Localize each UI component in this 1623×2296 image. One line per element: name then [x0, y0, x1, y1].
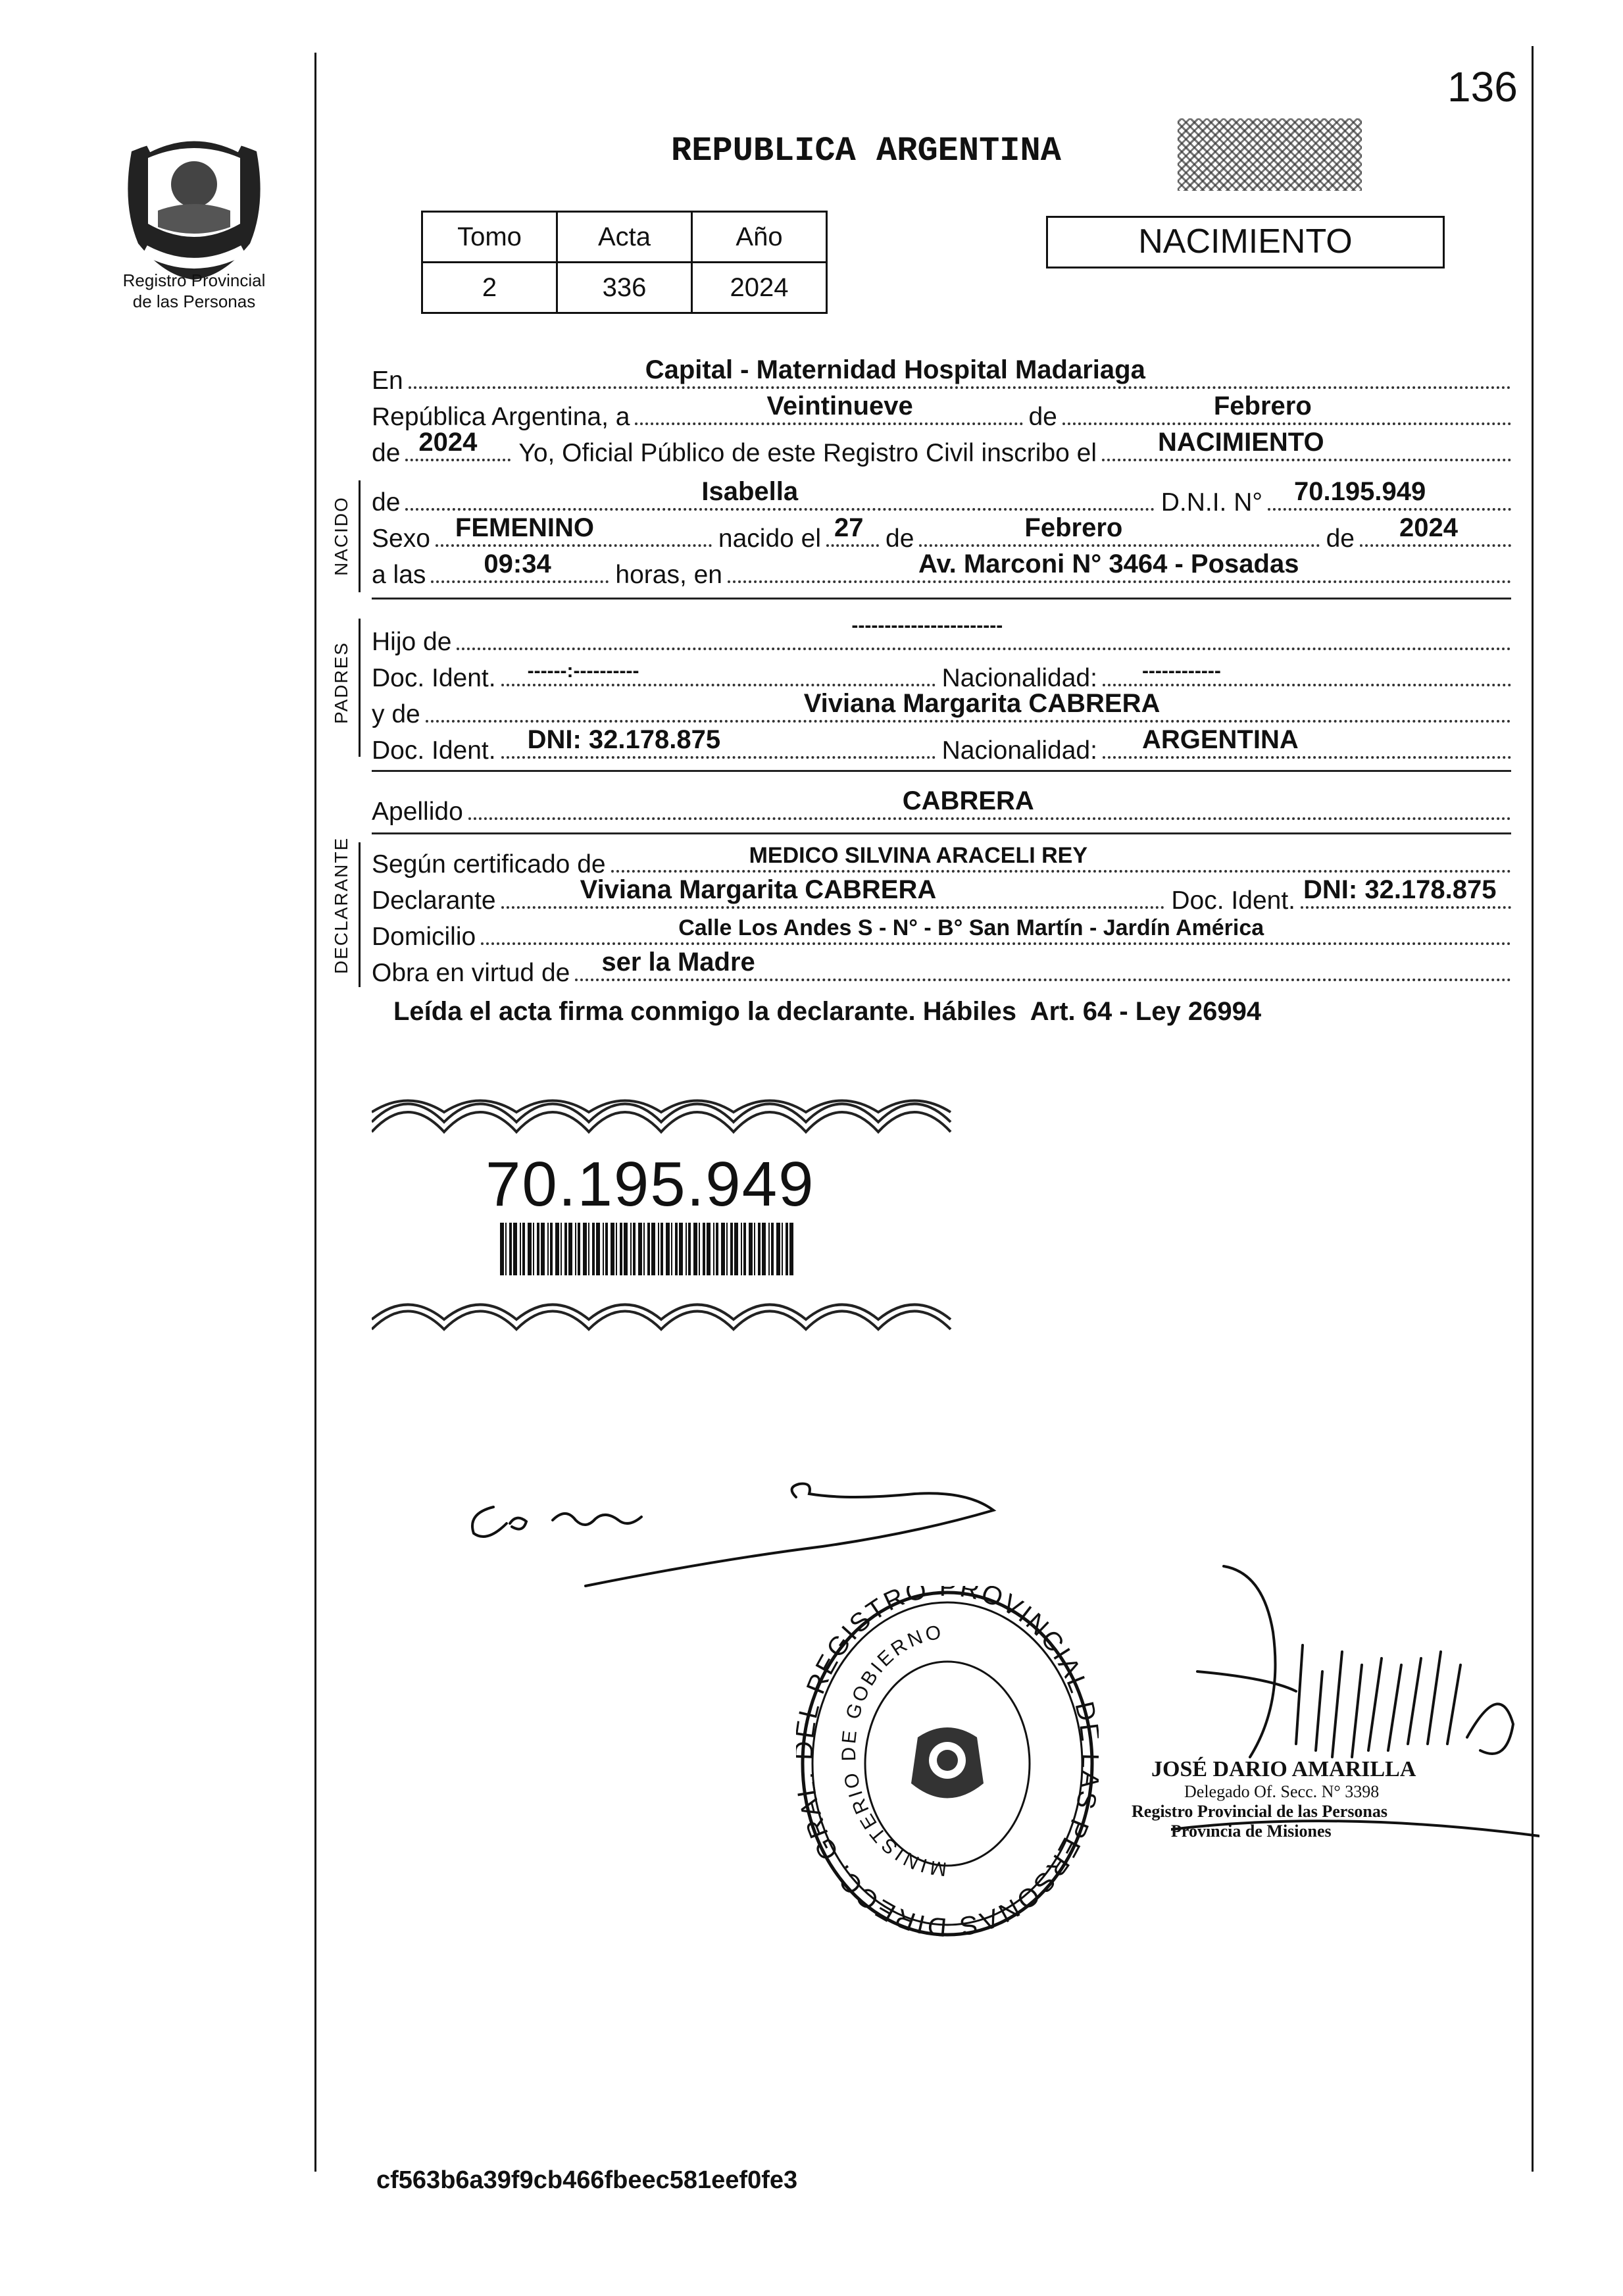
barcode-bar: [568, 1223, 572, 1275]
nac1-dots: [1103, 660, 1511, 686]
nac2-dots: [1103, 725, 1511, 759]
barcode-bar: [675, 1223, 678, 1275]
de2-label: de: [372, 439, 401, 467]
stamp-inner-text: MINISTERIO DE GOBIERNO: [837, 1621, 948, 1880]
barcode-bar: [555, 1223, 559, 1275]
en-label: En: [372, 367, 403, 395]
en-value: Capital - Maternidad Hospital Madariaga: [645, 355, 1145, 384]
dia-value: Veintinueve: [766, 392, 913, 421]
right-margin-line: [1532, 46, 1534, 2172]
officer-title: Delegado Of. Secc. N° 3398: [1184, 1782, 1380, 1801]
barcode-bar: [782, 1223, 783, 1275]
barcode-bar: [633, 1223, 636, 1275]
acto-dots: [1102, 428, 1511, 461]
barcode-bar: [537, 1223, 539, 1275]
declarante-label: DECLARANTE: [331, 836, 351, 974]
doc2-dots: [501, 725, 936, 759]
rule-after-nacido: [372, 598, 1511, 600]
barcode-bar: [500, 1223, 504, 1275]
barcode: [500, 1223, 796, 1275]
mes-value: Febrero: [1213, 392, 1312, 421]
doc1-value: ------:----------: [527, 660, 639, 682]
apellido-label: Apellido: [372, 798, 463, 826]
sexo-label: Sexo: [372, 524, 430, 553]
row-madre: [372, 689, 1511, 729]
barcode-bar: [771, 1223, 774, 1275]
lugar-dots: [728, 549, 1511, 583]
obra-value: ser la Madre: [601, 948, 755, 977]
dia-nac-value: 27: [834, 513, 864, 542]
madre-dots: [426, 689, 1511, 723]
decl-value: Viviana Margarita CABRERA: [580, 875, 937, 904]
mes-nac-dots: [919, 513, 1319, 547]
doc2-label: Doc. Ident.: [372, 736, 496, 765]
row-hora: [372, 549, 1511, 590]
page-number: 136: [1447, 63, 1518, 111]
official-stamp: [796, 1586, 1099, 1941]
officer-office: Registro Provincial de las Personas: [1132, 1802, 1388, 1821]
barcode-bar: [575, 1223, 576, 1275]
doc2-value: DNI: 32.178.875: [527, 725, 721, 754]
sexo-dots: [436, 513, 712, 547]
barcode-bar: [592, 1223, 595, 1275]
horas-label: horas, en: [615, 561, 722, 589]
dni-label: D.N.I. N°: [1161, 488, 1262, 517]
table-header-anio: Año: [692, 212, 827, 263]
register-table: [421, 211, 828, 314]
barcode-bar: [768, 1223, 770, 1275]
row-doc2: [372, 725, 1511, 765]
nacido-label: NACIDO: [331, 496, 351, 576]
decl-doc-label: Doc. Ident.: [1171, 886, 1295, 915]
rule-after-padres: [372, 770, 1511, 772]
barcode-bar: [703, 1223, 705, 1275]
officer-name: JOSÉ DARIO AMARILLA: [1151, 1757, 1416, 1781]
barcode-bar: [564, 1223, 567, 1275]
stamp-ring-text: DIRECC. GRA L REGISTRO PROVINCIAL PERSONAS: [796, 1586, 1095, 1941]
logo-caption-line2: de las Personas: [132, 292, 256, 311]
barcode-bar: [630, 1223, 632, 1275]
barcode-bar: [707, 1223, 711, 1275]
barcode-bar: [713, 1223, 714, 1275]
barcode-bar: [661, 1223, 663, 1275]
de-label-2: de: [886, 524, 914, 553]
row-republica: [372, 392, 1511, 432]
barcode-bar: [611, 1223, 614, 1275]
nombre-value: Isabella: [701, 477, 799, 506]
nacido-de-label: de: [372, 488, 401, 517]
barcode-bar: [528, 1223, 532, 1275]
barcode-bar: [726, 1223, 728, 1275]
security-pattern: [1178, 118, 1362, 191]
barcode-bar: [505, 1223, 507, 1275]
coat-of-arms-icon: [118, 112, 270, 283]
table-value-anio: 2024: [692, 263, 827, 313]
barcode-bar: [679, 1223, 683, 1275]
apellido-value: CABRERA: [902, 786, 1034, 815]
doc-type-box: NACIMIENTO: [1046, 216, 1445, 268]
dia-nac-dots: [826, 513, 879, 547]
barcode-bar: [522, 1223, 525, 1275]
dom-dots: [481, 915, 1511, 945]
left-margin-line: [314, 53, 316, 2172]
barcode-bar: [734, 1223, 738, 1275]
officer-province: Provincia de Misiones: [1171, 1822, 1332, 1841]
barcode-bar: [647, 1223, 650, 1275]
yo-text: Yo, Oficial Público de este Registro Civil inscribo el: [518, 439, 1097, 467]
mes-dots: [1062, 392, 1511, 425]
decl-dots: [501, 875, 1165, 909]
barcode-bar: [762, 1223, 766, 1275]
nac1-value: ------------: [1141, 660, 1221, 682]
nacido-bar: [359, 480, 361, 592]
barcode-bar: [561, 1223, 562, 1275]
guilloche-border-icon: [372, 1086, 957, 1142]
barcode-bar: [541, 1223, 545, 1275]
security-border-bottom: [372, 1290, 957, 1336]
dia-dots: [635, 392, 1023, 425]
yde-label: y de: [372, 700, 420, 728]
logo-caption: [99, 270, 289, 312]
anio-nac-value: 2024: [1399, 513, 1458, 542]
cert-value: MEDICO SILVINA ARACELI REY: [749, 843, 1088, 868]
barcode-bar: [743, 1223, 746, 1275]
obra-dots: [575, 948, 1511, 981]
barcode-bar: [658, 1223, 659, 1275]
barcode-bar: [758, 1223, 761, 1275]
barcode-bar: [616, 1223, 617, 1275]
doc1-label: Doc. Ident.: [372, 664, 496, 692]
provincial-logo: [118, 112, 270, 283]
barcode-bar: [776, 1223, 780, 1275]
row-doc1: [372, 656, 1511, 693]
row-hijo: [372, 615, 1511, 657]
dni-dots: [1268, 477, 1511, 511]
table-value-tomo: 2: [422, 263, 557, 313]
acto-value: NACIMIENTO: [1158, 428, 1324, 457]
row-domicilio: [372, 915, 1511, 952]
hijo-value: -----------------------: [851, 615, 1003, 636]
table-header-acta: Acta: [557, 212, 692, 263]
barcode-bar: [513, 1223, 517, 1275]
mes-nac-value: Febrero: [1024, 513, 1123, 542]
barcode-bar: [730, 1223, 733, 1275]
decl-label: Declarante: [372, 886, 496, 915]
page-title: REPUBLICA ARGENTINA: [671, 132, 1061, 170]
barcode-bar: [651, 1223, 655, 1275]
barcode-bar: [699, 1223, 700, 1275]
lugar-value: Av. Marconi N° 3464 - Posadas: [918, 549, 1299, 578]
barcode-bar: [550, 1223, 553, 1275]
obra-label: Obra en virtud de: [372, 959, 570, 987]
hijo-label: Hijo de: [372, 628, 452, 656]
barcode-bar: [605, 1223, 608, 1275]
logo-caption-line1: Registro Provincial: [122, 270, 266, 290]
declarante-bar: [359, 842, 361, 987]
table-header-tomo: Tomo: [422, 212, 557, 263]
barcode-number: 70.195.949: [486, 1149, 815, 1219]
barcode-bar: [671, 1223, 672, 1275]
barcode-bar: [638, 1223, 642, 1275]
hora-value: 09:34: [484, 549, 551, 578]
barcode-bar: [643, 1223, 645, 1275]
nombre-dots: [405, 477, 1154, 511]
barcode-bar: [754, 1223, 755, 1275]
barcode-bar: [583, 1223, 587, 1275]
nac1-label: Nacionalidad:: [941, 664, 1097, 692]
rule-after-apellido: [372, 832, 1511, 834]
nac2-value: ARGENTINA: [1141, 725, 1299, 754]
anio-dots: [405, 428, 511, 461]
barcode-bar: [716, 1223, 718, 1275]
decl-doc-value: DNI: 32.178.875: [1303, 875, 1497, 904]
security-border-top: [372, 1086, 957, 1142]
barcode-bar: [624, 1223, 628, 1275]
officer-stamp-text: [1132, 1757, 1500, 1841]
barcode-bar: [693, 1223, 697, 1275]
doc1-dots: [501, 660, 936, 686]
en-dots: [409, 355, 1511, 389]
apellido-dots: [468, 786, 1511, 820]
hora-dots: [431, 549, 609, 583]
guilloche-border-bottom-icon: [372, 1290, 957, 1336]
alas-label: a las: [372, 561, 426, 589]
madre-value: Viviana Margarita CABRERA: [803, 689, 1161, 718]
barcode-bar: [509, 1223, 512, 1275]
padres-label: PADRES: [331, 641, 351, 724]
de-label: de: [1028, 403, 1057, 431]
table-value-acta: 336: [557, 263, 692, 313]
barcode-bar: [789, 1223, 793, 1275]
barcode-bar: [603, 1223, 604, 1275]
barcode-bar: [686, 1223, 687, 1275]
barcode-bar: [666, 1223, 670, 1275]
dom-value: Calle Los Andes S - N° - B° San Martín - Jardín América: [678, 915, 1264, 940]
republica-label: República Argentina, a: [372, 403, 630, 431]
dom-label: Domicilio: [372, 923, 476, 951]
barcode-bar: [578, 1223, 580, 1275]
barcode-bar: [741, 1223, 742, 1275]
row-obra: [372, 948, 1511, 988]
decl-doc-dots: [1301, 875, 1511, 909]
barcode-bar: [547, 1223, 549, 1275]
nacido-el-label: nacido el: [718, 524, 822, 553]
closing-statement: Leída el acta firma conmigo la declarante. Hábiles Art. 64 - Ley 26994: [393, 997, 1262, 1026]
cert-label: Según certificado de: [372, 850, 606, 879]
row-cert: [372, 842, 1511, 879]
padres-bar: [359, 619, 361, 757]
barcode-bar: [588, 1223, 589, 1275]
row-apellido: [372, 786, 1511, 827]
row-declarante: [372, 875, 1511, 915]
barcode-bar: [721, 1223, 725, 1275]
anio-nac-dots: [1360, 513, 1511, 547]
barcode-bar: [688, 1223, 691, 1275]
document-hash: cf563b6a39f9cb466fbeec581eef0fe3: [376, 2166, 798, 2194]
barcode-icon: [500, 1223, 796, 1275]
de-label-3: de: [1326, 524, 1355, 553]
hijo-dots: [457, 615, 1511, 650]
dni-value: 70.195.949: [1294, 477, 1426, 506]
row-yo: [372, 428, 1511, 468]
barcode-bar: [786, 1223, 788, 1275]
anio-value: 2024: [418, 428, 478, 457]
barcode-bar: [749, 1223, 753, 1275]
nac2-label: Nacionalidad:: [941, 736, 1097, 765]
barcode-bar: [620, 1223, 622, 1275]
sexo-value: FEMENINO: [455, 513, 595, 542]
row-en: [372, 355, 1511, 395]
barcode-bar: [533, 1223, 534, 1275]
official-seal-icon: [796, 1586, 1099, 1941]
row-nombre: [372, 477, 1511, 517]
cert-dots: [611, 843, 1511, 873]
barcode-bar: [596, 1223, 600, 1275]
row-sexo: [372, 513, 1511, 553]
barcode-bar: [520, 1223, 521, 1275]
